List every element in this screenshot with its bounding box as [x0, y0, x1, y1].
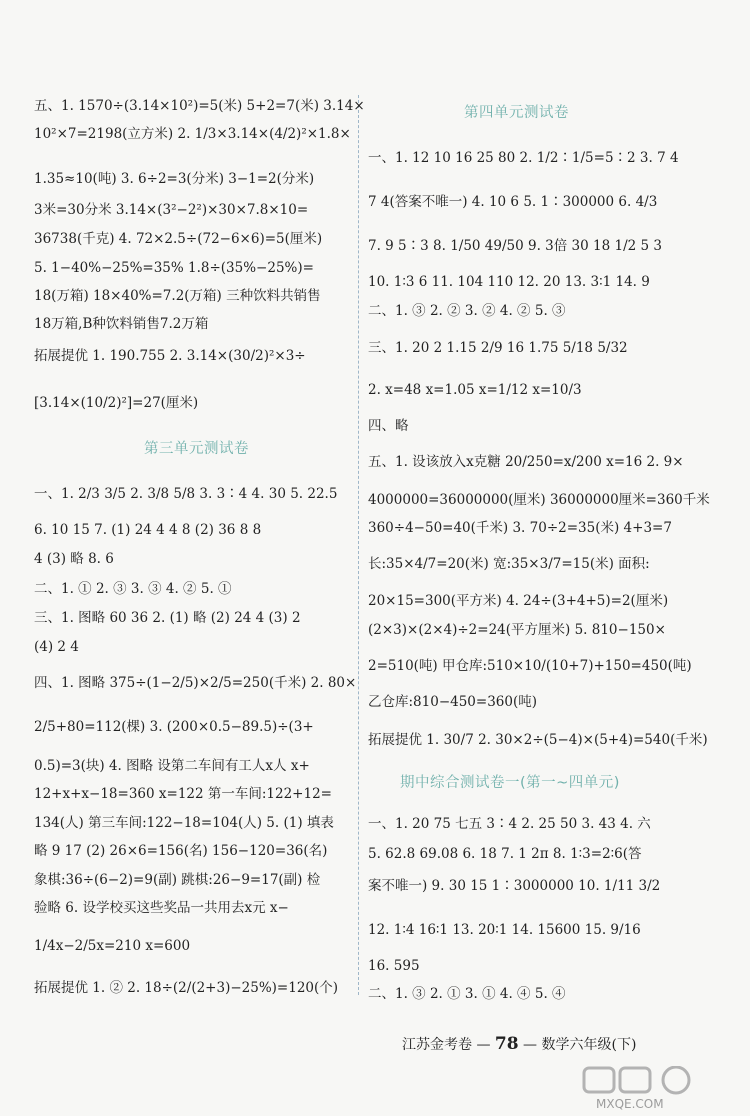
column-divider [358, 95, 359, 995]
page-footer [402, 1034, 702, 1054]
answer-line: 5. 62.8 69.08 6. 18 7. 1 2π 8. 1∶3=2∶6(答 [368, 846, 642, 862]
footer-subject: — 数学六年级(下) [523, 1037, 637, 1053]
answer-line: 36738(千克) 4. 72×2.5÷(72−6×6)=5(厘米) [34, 231, 323, 247]
watermark-logo-icon [578, 1066, 738, 1112]
answer-line: 拓展提优 1. 190.755 2. 3.14×(30/2)²×3÷ [34, 348, 306, 364]
footer-book-title: 江苏金考卷 — [402, 1037, 491, 1053]
answer-line: 10²×7=2198(立方米) 2. 1/3×3.14×(4/2)²×1.8× [34, 126, 351, 142]
answer-line: 360÷4−50=40(千米) 3. 70÷2=35(米) 4+3=7 [368, 520, 672, 536]
answer-line: 拓展提优 1. ② 2. 18÷(2/(2+3)−25%)=120(个) [34, 980, 339, 996]
answer-line: 18万箱,B种饮料销售7.2万箱 [34, 316, 209, 332]
answer-line: 2/5+80=112(棵) 3. (200×0.5−89.5)÷(3+ [34, 719, 314, 735]
answer-line: 2. x=48 x=1.05 x=1/12 x=10/3 [368, 382, 582, 398]
answer-line: 一、1. 12 10 16 25 80 2. 1/2∶1/5=5∶2 3. 7 4 [368, 150, 679, 166]
answer-line: 16. 595 [368, 958, 420, 974]
answer-line: 7 4(答案不唯一) 4. 10 6 5. 1∶300000 6. 4/3 [368, 194, 658, 210]
answer-line: 3米=30分米 3.14×(3²−2²)×30×7.8×10= [34, 202, 309, 218]
answer-line: [3.14×(10/2)²]=27(厘米) [34, 395, 199, 411]
answer-line: (2×3)×(2×4)÷2=24(平方厘米) 5. 810−150× [368, 622, 666, 638]
answer-line: 二、1. ③ 2. ① 3. ① 4. ④ 5. ④ [368, 986, 566, 1002]
section-title-unit3: 第三单元测试卷 [144, 441, 249, 457]
answer-line: 长:35×4/7=20(米) 宽:35×3/7=15(米) 面积: [368, 556, 650, 572]
answer-line: 134(人) 第三车间:122−18=104(人) 5. (1) 填表 [34, 815, 334, 831]
answer-line: 1.35≈10(吨) 3. 6÷2=3(分米) 3−1=2(分米) [34, 171, 315, 187]
answer-line: 三、1. 图略 60 36 2. (1) 略 (2) 24 4 (3) 2 [34, 610, 301, 626]
answer-line: 五、1. 1570÷(3.14×10²)=5(米) 5+2=7(米) 3.14× [34, 98, 365, 114]
answer-line: 三、1. 20 2 1.15 2/9 16 1.75 5/18 5/32 [368, 340, 628, 356]
answer-line: 略 9 17 (2) 26×6=156(名) 156−120=36(名) [34, 843, 328, 859]
answer-line: 2=510(吨) 甲仓库:510×10/(10+7)+150=450(吨) [368, 658, 692, 674]
answer-line: 4000000=36000000(厘米) 36000000厘米=360千米 [368, 492, 710, 508]
answer-line: 四、略 [368, 418, 409, 434]
section-title-midterm: 期中综合测试卷一(第一~四单元) [400, 775, 620, 791]
answer-line: 4 (3) 略 8. 6 [34, 551, 114, 567]
answer-line: 5. 1−40%−25%=35% 1.8÷(35%−25%)= [34, 260, 314, 276]
answer-line: 一、1. 20 75 七五 3∶4 2. 25 50 3. 43 4. 六 [368, 816, 651, 832]
answer-line: 10. 1∶3 6 11. 104 110 12. 20 13. 3∶1 14. 9 [368, 274, 650, 290]
answer-line: 二、1. ③ 2. ② 3. ② 4. ② 5. ③ [368, 303, 566, 319]
answer-line: 12+x+x−18=360 x=122 第一车间:122+12= [34, 786, 332, 802]
answer-line: 1/4x−2/5x=210 x=600 [34, 938, 191, 954]
answer-line: 四、1. 图略 375÷(1−2/5)×2/5=250(千米) 2. 80× [34, 675, 357, 691]
answer-line: 6. 10 15 7. (1) 24 4 4 8 (2) 36 8 8 [34, 522, 262, 538]
watermark-text: MXQE.COM [596, 1097, 664, 1111]
answer-line: 一、1. 2/3 3/5 2. 3/8 5/8 3. 3∶4 4. 30 5. 22.5 [34, 486, 338, 502]
answer-line: 0.5)=3(块) 4. 图略 设第二车间有工人x人 x+ [34, 758, 310, 774]
answer-line: 案不唯一) 9. 30 15 1∶3000000 10. 1/11 3/2 [368, 878, 661, 894]
answer-line: 象棋:36÷(6−2)=9(副) 跳棋:26−9=17(副) 检 [34, 872, 321, 888]
answer-line: 7. 9 5∶3 8. 1/50 49/50 9. 3倍 30 18 1/2 5 3 [368, 238, 662, 254]
answer-line: 拓展提优 1. 30/7 2. 30×2÷(5−4)×(5+4)=540(千米) [368, 732, 708, 748]
answer-line: 12. 1∶4 16∶1 13. 20∶1 14. 15600 15. 9/16 [368, 922, 641, 938]
section-title-unit4: 第四单元测试卷 [464, 105, 569, 121]
answer-line: 五、1. 设该放入x克糖 20/250=x/200 x=16 2. 9× [368, 454, 684, 470]
page-number: 78 [494, 1034, 519, 1054]
answer-line: 20×15=300(平方米) 4. 24÷(3+4+5)=2(厘米) [368, 593, 669, 609]
answer-line: 乙仓库:810−450=360(吨) [368, 694, 538, 710]
answer-line: (4) 2 4 [34, 639, 79, 655]
answer-line: 18(万箱) 18×40%=7.2(万箱) 三种饮料共销售 [34, 288, 321, 304]
answer-line: 验略 6. 设学校买这些奖品一共用去x元 x− [34, 900, 289, 916]
answer-line: 二、1. ① 2. ③ 3. ③ 4. ② 5. ① [34, 581, 232, 597]
